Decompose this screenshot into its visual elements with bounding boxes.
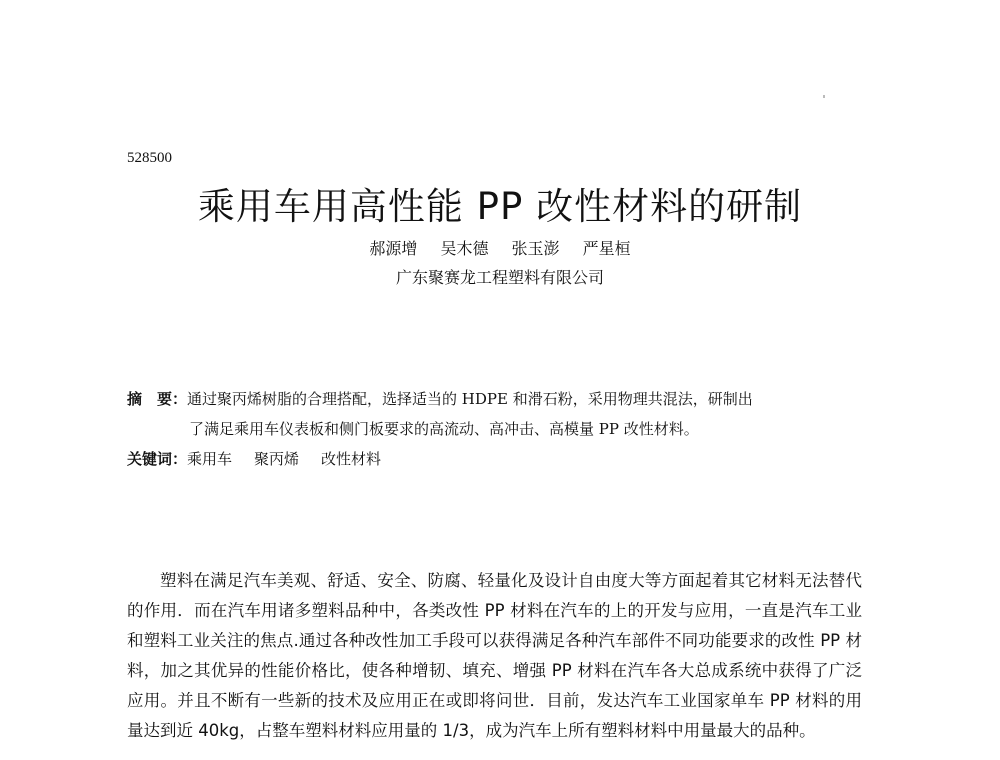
- abstract-label: 摘 要：: [127, 390, 188, 408]
- keyword: 乘用车: [187, 450, 233, 468]
- keyword: 改性材料: [321, 450, 382, 468]
- paper-title: 乘用车用高性能 PP 改性材料的研制: [197, 185, 803, 228]
- abstract-line-1: [127, 384, 867, 414]
- affiliation: 广东聚赛龙工程塑料有限公司: [395, 268, 604, 287]
- author-list: [0, 236, 1000, 259]
- author: 严星桓: [582, 239, 631, 258]
- abstract-section: [127, 384, 867, 474]
- abstract-text-1: 通过聚丙烯树脂的合理搭配，选择适当的 HDPE 和滑石粉，采用物理共混法，研制出: [187, 390, 753, 408]
- keywords-label: 关键词：: [127, 450, 188, 468]
- body-paragraph: 塑料在满足汽车美观、舒适、安全、防腐、轻量化及设计自由度大等方面起着其它材料无法替代的作用．而在汽车用诸多塑料品种中，各类改性 PP 材料在汽车的上的开发与应用，一直是汽车工业和塑料工业关注的焦点.通过各种改性加工手段可以获得满足各种汽车部件不同功能要求的改性 PP 材料，加之其优异的性能价格比，使各种增韧、填充、增强 PP 材料在汽车各大总成系统中获得了广泛应用。并且不断有一些新的技术及应用正在或即将问世．目前，发达汽车工业国家单车 PP 材料的用量达到近 40kg，占整车塑料材料应用量的 1/3，成为汽车上所有塑料材料中用量最大的品种。: [127, 571, 862, 740]
- author: 吴木德: [440, 239, 489, 258]
- scan-speck: [823, 95, 825, 98]
- keyword: 聚丙烯: [254, 450, 300, 468]
- author: 郝源增: [369, 239, 418, 258]
- keywords-line: [127, 444, 867, 474]
- author: 张玉澎: [511, 239, 560, 258]
- document-code: 528500: [127, 150, 172, 166]
- abstract-text-2: 了满足乘用车仪表板和侧门板要求的高流动、高冲击、高模量 PP 改性材料。: [189, 420, 699, 438]
